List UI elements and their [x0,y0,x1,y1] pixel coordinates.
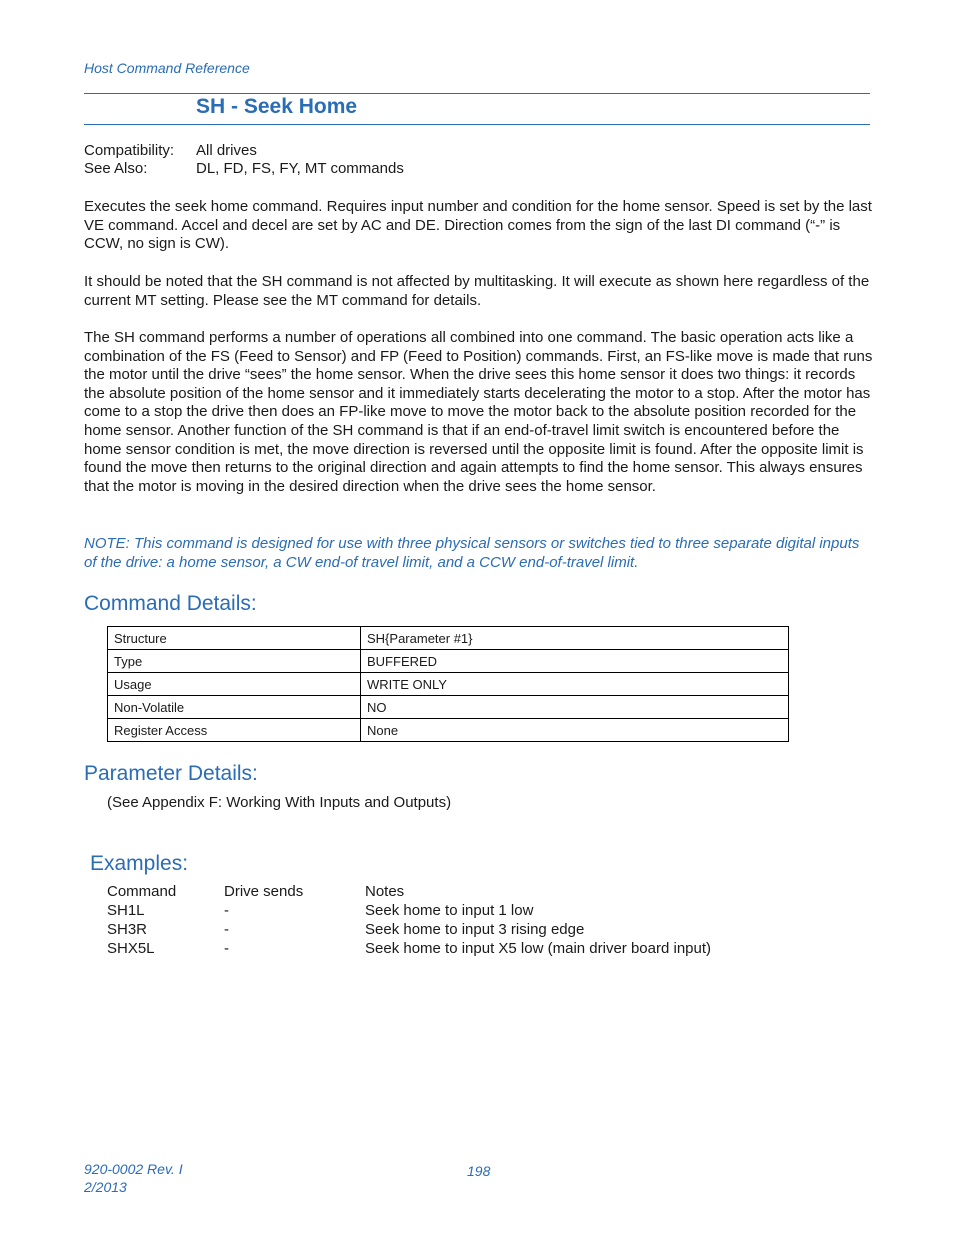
example-notes: Seek home to input 3 rising edge [365,921,585,938]
compatibility-block [84,142,584,182]
example-notes: Seek home to input 1 low [365,902,534,919]
page-title: SH - Seek Home [196,95,358,118]
paragraph-multitasking: It should be noted that the SH command is not affected by multitasking. It will execute as shown here regardless of the current MT setting. Please see the MT command for details. [84,273,870,309]
detail-value: SH{Parameter #1} [361,627,789,650]
detail-key: Register Access [108,719,361,742]
page-number: 198 [467,1163,491,1179]
footer-date: 2/2013 [84,1179,127,1195]
parameter-details-heading: Parameter Details: [84,762,258,785]
example-drive-sends: - [224,921,229,938]
detail-value: NO [361,696,789,719]
compatibility-label: Compatibility: [84,142,175,159]
detail-value: BUFFERED [361,650,789,673]
paragraph-operation: The SH command performs a number of operations all combined into one command. The basic operation acts like a combination of the FS (Feed to Sensor) and FP (Feed to Position) commands. First, an FS-like move is made that runs the motor until the drive “sees” the home sensor. When the drive sees this home sensor it does two things: it records the absolute position of the home sensor and it immediately starts decelerating the motor to a stop. After the motor has come to a stop the drive then does an FP-like move to move the motor back to the absolute position recorded for the home sensor. Another function of the SH command is that if an end-of-travel limit switch is encountered before the home sensor condition is met, the move direction is reversed until the opposite limit is found. After the opposite limit is found the move then returns to the original direction and again attempts to find the home sensor. This always ensures that the motor is moving in the desired direction when the drive sees the home sensor. [84,329,873,495]
example-command: SH3R [107,921,148,938]
title-top-rule [84,93,870,94]
detail-key: Type [108,650,361,673]
example-command: SH1L [107,902,145,919]
example-drive-sends: - [224,940,229,957]
see-also-label: See Also: [84,160,148,177]
list-item [107,920,807,939]
example-notes: Seek home to input X5 low (main driver board input) [365,940,712,957]
list-item [107,939,807,958]
table-row [108,650,789,673]
parameter-details-text: (See Appendix F: Working With Inputs and Outputs) [107,794,452,811]
see-also-value: DL, FD, FS, FY, MT commands [196,160,404,177]
detail-value: WRITE ONLY [361,673,789,696]
examples-header-row [107,882,807,901]
examples-table [107,882,807,958]
table-row [108,627,789,650]
footer-doc-number: 920-0002 Rev. I [84,1161,183,1177]
command-details-table [107,626,789,742]
table-row [108,673,789,696]
running-header: Host Command Reference [84,60,250,76]
examples-column-header: Command [107,883,177,900]
examples-column-header: Notes [365,883,405,900]
command-details-heading: Command Details: [84,592,257,615]
compatibility-value: All drives [196,142,257,159]
examples-heading: Examples: [90,852,189,875]
detail-key: Structure [108,627,361,650]
detail-value: None [361,719,789,742]
list-item [107,901,807,920]
examples-column-header: Drive sends [224,883,304,900]
detail-key: Usage [108,673,361,696]
example-drive-sends: - [224,902,229,919]
note-text: NOTE: This command is designed for use with three physical sensors or switches tied to three separate digital inputs of the drive: a home sensor, a CW end-of travel limit, and a CCW end-of-travel limit. [84,535,860,571]
paragraph-description: Executes the seek home command. Requires input number and condition for the home sensor. Speed is set by the last VE command. Accel and decel are set by AC and DE. Direction comes from the sign of the last DI command (“-” is CCW, no sign is CW). [84,198,872,253]
table-row [108,696,789,719]
detail-key: Non-Volatile [108,696,361,719]
title-bottom-rule [84,124,870,125]
table-row [108,719,789,742]
example-command: SHX5L [107,940,155,957]
footer-doc-info [84,1160,183,1196]
